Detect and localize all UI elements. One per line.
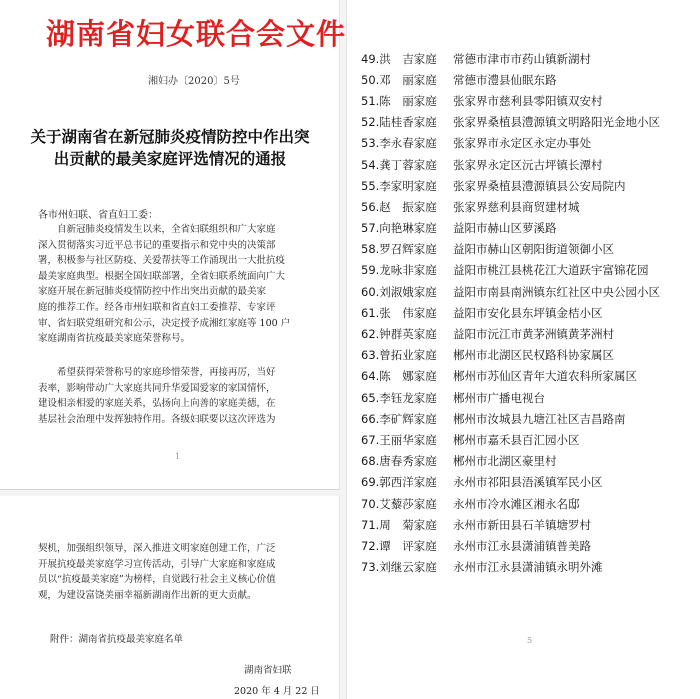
text-line: 员以“抗疫最美家庭”为榜样，自觉践行社会主义核心价值	[38, 574, 276, 586]
text-line: 观，为建设富饶美丽幸福新湖南作出新的更大贡献。	[38, 589, 257, 601]
family-address: 郴州市嘉禾县百汇园小区	[453, 432, 580, 447]
family-name: 70.艾藜莎家庭	[361, 496, 437, 511]
list-item	[361, 48, 660, 69]
family-name: 49.洪 吉家庭	[361, 51, 437, 66]
family-name: 50.邓 丽家庭	[361, 72, 437, 87]
text-line: 表率，影响带动广大家庭共同升华爱国爱家的家国情怀，	[38, 382, 276, 394]
text-line: 基层社会治理中发挥独特作用。各级妇联要以这次评选为	[38, 413, 276, 425]
body-paragraph-1	[38, 222, 290, 347]
family-address: 郴州市苏仙区青年大道农科所家属区	[453, 369, 637, 384]
title-line: 出贡献的最美家庭评选情况的通报	[53, 150, 287, 168]
family-name: 63.曾拓业家庭	[361, 348, 437, 363]
family-address: 郴州市北湖区民权路科协家属区	[453, 348, 614, 363]
list-item	[361, 196, 660, 217]
list-item	[361, 493, 660, 514]
family-name: 53.李永春家庭	[361, 136, 437, 151]
document-number: 湘妇办〔2020〕5号	[148, 76, 240, 87]
family-address: 张家界永定区沅古坪镇长潭村	[453, 157, 603, 172]
list-item	[361, 133, 660, 154]
title-line: 关于湖南省在新冠肺炎疫情防控中作出突	[30, 128, 310, 146]
family-name: 66.李矿辉家庭	[361, 411, 437, 426]
family-name: 71.周 菊家庭	[361, 517, 437, 532]
list-item	[361, 366, 660, 387]
family-name: 55.李家明家庭	[361, 178, 437, 193]
family-address: 益阳市桃江县桃花江大道跃宇富锦花园	[453, 263, 649, 278]
family-address: 永州市冷水滩区湘永名邸	[453, 496, 580, 511]
family-address: 益阳市沅江市黄茅洲镇黄茅洲村	[453, 327, 614, 342]
family-address: 益阳市安化县东坪镇金桔小区	[453, 305, 603, 320]
family-name: 61.张 伟家庭	[361, 305, 437, 320]
family-address: 郴州市广播电视台	[453, 390, 545, 405]
text-line: 署，积极参与社区防疫、关爱帮扶等工作涌现出一大批抗疫	[38, 255, 286, 267]
list-item	[361, 472, 660, 493]
family-address: 永州市江永县潇浦镇普美路	[453, 538, 591, 553]
family-address: 张家界市慈利县零阳镇双安村	[453, 93, 603, 108]
text-line: 审、省妇联党组研究和公示，决定授予成湘红家庭等 100 户	[38, 317, 291, 329]
family-name: 73.刘继云家庭	[361, 560, 437, 575]
list-item	[361, 281, 660, 302]
body-paragraph-3	[38, 541, 276, 603]
family-name: 58.罗召辉家庭	[361, 242, 437, 257]
text-line: 家庭开展在新冠肺炎疫情防控中作出突出贡献的最美家	[38, 286, 267, 298]
list-item	[361, 175, 660, 196]
family-name: 56.赵 振家庭	[361, 199, 437, 214]
list-item	[361, 345, 660, 366]
family-name: 52.陆桂香家庭	[361, 115, 437, 130]
page-number: 5	[527, 636, 533, 645]
family-address: 常德市澧县仙眠东路	[453, 72, 557, 87]
family-name: 62.钟群英家庭	[361, 327, 437, 342]
honor-family-list	[361, 48, 660, 578]
signature-organization: 湖南省妇联	[244, 665, 292, 676]
text-line: 家庭湖南省抗疫最美家庭荣誉称号。	[38, 333, 191, 345]
signature-date: 2020 年 4 月 22 日	[234, 686, 320, 697]
list-item	[361, 239, 660, 260]
family-name: 68.唐春秀家庭	[361, 454, 437, 469]
family-address: 永州市江永县潇浦镇永明外滩	[453, 560, 603, 575]
family-name: 67.王丽华家庭	[361, 432, 437, 447]
family-address: 张家界桑植县澧源镇县公安局院内	[453, 178, 626, 193]
text-line: 庭的推荐工作。经各市州妇联和省直妇工委推荐、专家评	[38, 301, 276, 313]
text-line: 开展抗疫最美家庭学习宣传活动，引导广大家庭和家庭成	[38, 558, 276, 570]
page-mark: 1	[175, 452, 181, 461]
list-item	[361, 154, 660, 175]
attachment-note: 附件：湖南省抗疫最美家庭名单	[50, 634, 184, 645]
list-item	[361, 112, 660, 133]
family-address: 张家界慈利县商贸建材城	[453, 199, 580, 214]
list-item	[361, 90, 660, 111]
family-name: 64.陈 娜家庭	[361, 369, 437, 384]
family-address: 张家界市永定区永定办事处	[453, 136, 591, 151]
family-address: 益阳市赫山区朝阳街道领御小区	[453, 242, 614, 257]
text-line: 自新冠肺炎疫情发生以来，全省妇联组织和广大家庭	[57, 224, 276, 235]
family-name: 54.龚丁蓉家庭	[361, 157, 437, 172]
list-item	[361, 535, 660, 556]
text-line: 希望获得荣誉称号的家庭珍惜荣誉，再接再厉，当好	[57, 367, 276, 378]
salutation: 各市州妇联、省直妇工委：	[38, 210, 158, 221]
family-name: 59.龙咏非家庭	[361, 263, 437, 278]
list-item	[361, 451, 660, 472]
document-page-1	[0, 0, 347, 490]
family-name: 72.谭 评家庭	[361, 538, 437, 553]
text-line: 深入贯彻落实习近平总书记的重要指示和党中央的决策部	[38, 239, 276, 251]
family-address: 郴州市汝城县九塘江社区吉昌路南	[453, 411, 626, 426]
list-item	[361, 514, 660, 535]
list-item	[361, 408, 660, 429]
document-title	[24, 126, 316, 170]
honor-list-page	[346, 0, 700, 699]
list-item	[361, 302, 660, 323]
family-address: 益阳市赫山区萝溪路	[453, 221, 557, 236]
list-item	[361, 323, 660, 344]
family-name: 60.刘淑娥家庭	[361, 284, 437, 299]
text-line: 建设相亲相爱的家庭关系，弘扬向上向善的家庭美德，在	[38, 398, 276, 410]
family-name: 65.李钰龙家庭	[361, 390, 437, 405]
list-item	[361, 557, 660, 578]
family-name: 69.郭西洋家庭	[361, 475, 437, 490]
list-item	[361, 69, 660, 90]
text-line: 契机，加强组织领导，深入推进文明家庭创建工作，广泛	[38, 543, 276, 554]
family-address: 益阳市南县南洲镇东红社区中央公园小区	[453, 284, 660, 299]
text-line: 最美家庭典型。根据全国妇联部署，全省妇联系统面向广大	[38, 270, 286, 282]
family-address: 张家界桑植县澧源镇文明路阳光金地小区	[453, 115, 660, 130]
list-item	[361, 387, 660, 408]
family-name: 57.向艳琳家庭	[361, 221, 437, 236]
document-header: 湖南省妇女联合会文件	[46, 17, 347, 51]
family-address: 常德市津市市药山镇新湖村	[453, 51, 591, 66]
body-paragraph-2	[38, 365, 276, 427]
family-address: 永州市新田县石羊镇塘罗村	[453, 517, 591, 532]
family-name: 51.陈 丽家庭	[361, 93, 437, 108]
list-item	[361, 429, 660, 450]
list-item	[361, 218, 660, 239]
list-item	[361, 260, 660, 281]
family-address: 永州市祁阳县浯溪镇军民小区	[453, 475, 603, 490]
family-address: 郴州市北湖区豪里村	[453, 454, 557, 469]
